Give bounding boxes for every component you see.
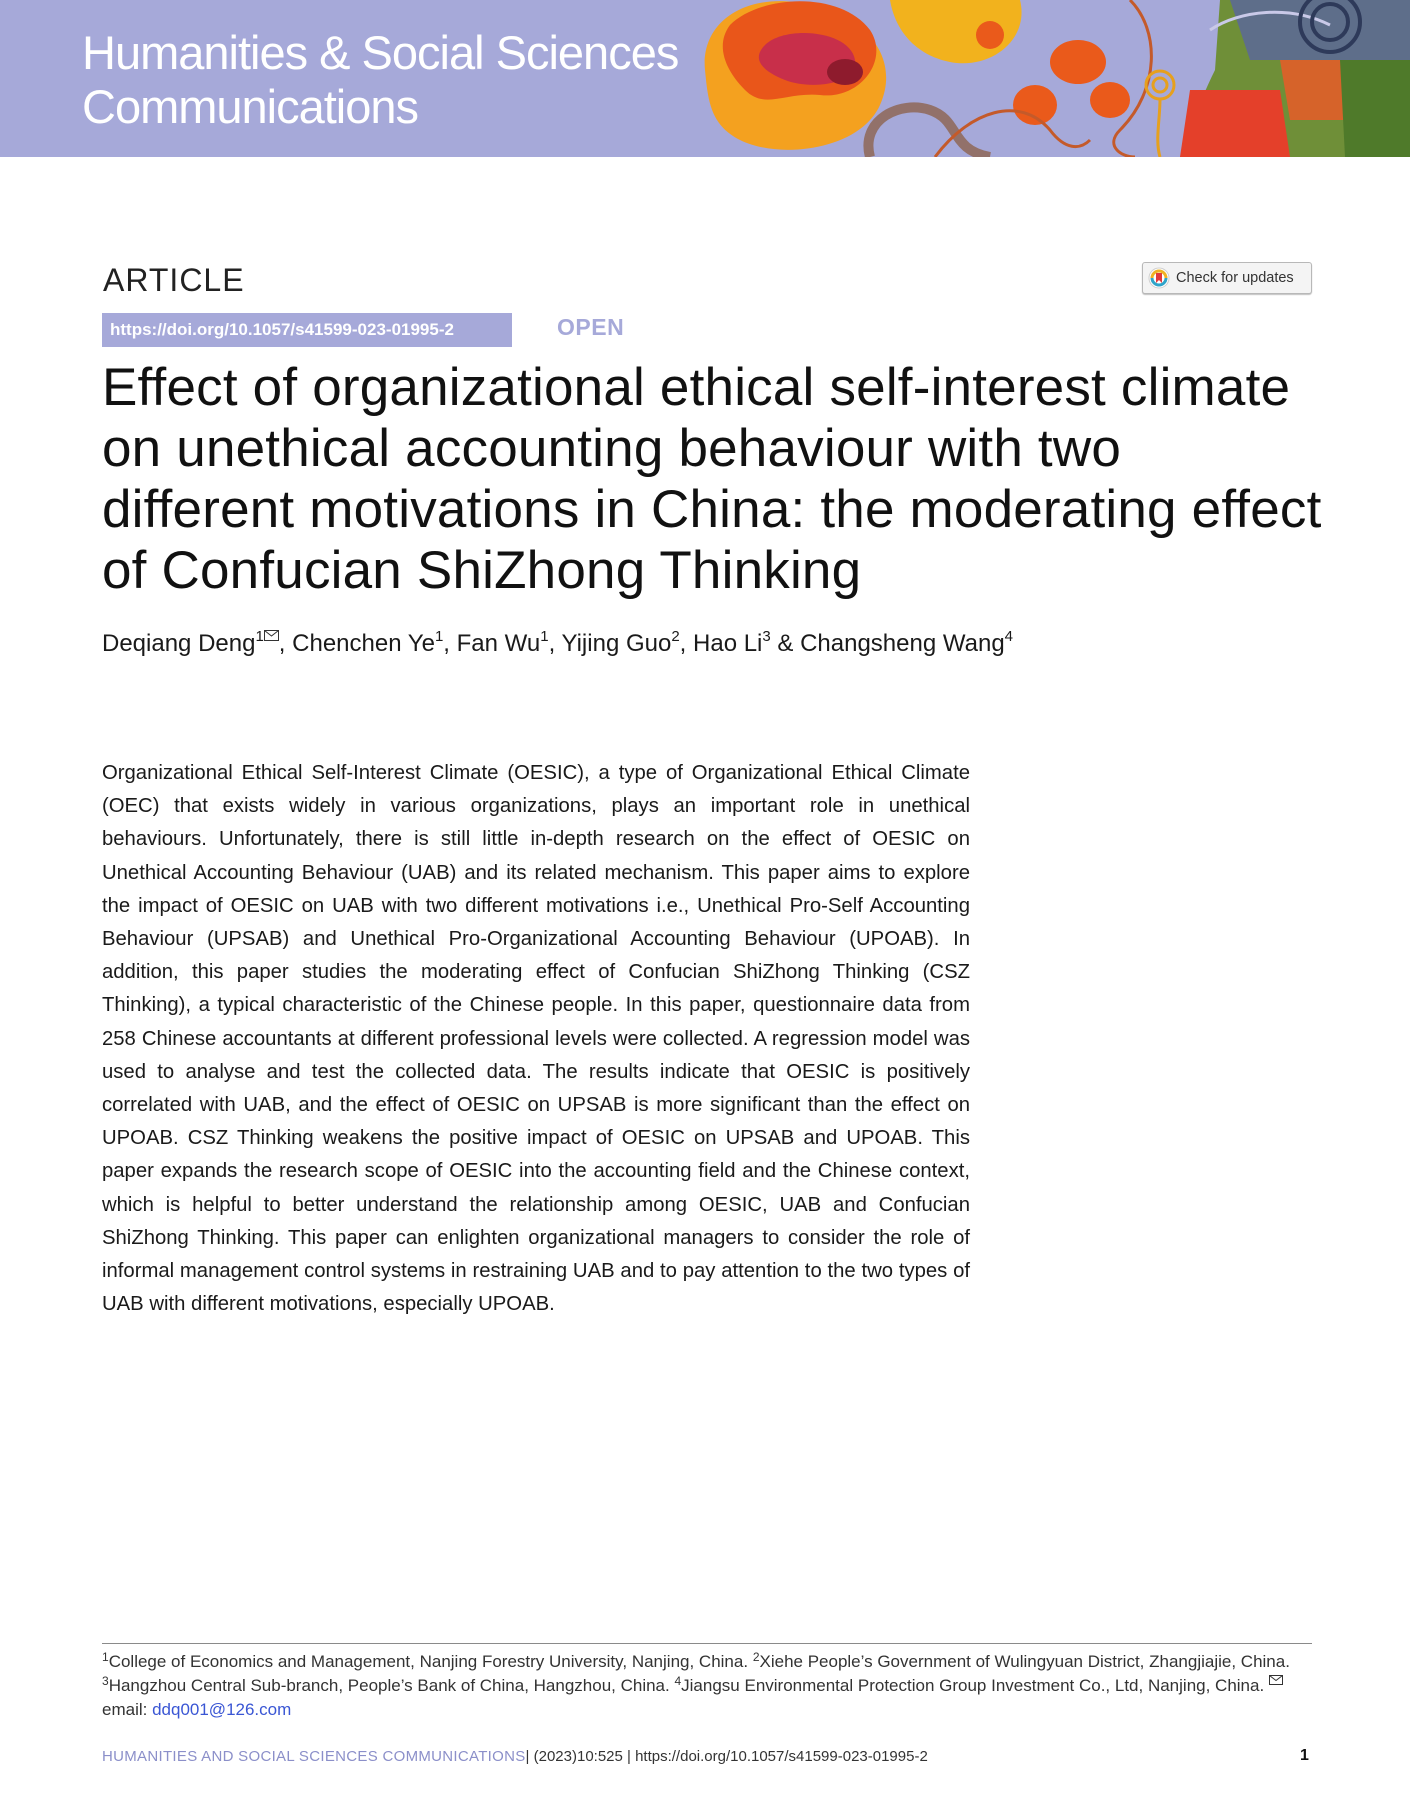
author-name[interactable]: Chenchen Ye <box>292 630 435 657</box>
abstract-text: Organizational Ethical Self-Interest Climate (OESIC), a type of Organizational Ethical Climate (OEC) that exists widely in various organizations, plays an important role in unethical behaviours. Unfortunately, there is still little in-depth research on the effect of OESIC on Unethical Accounting Behaviour (UAB) and its related mechanism. This paper aims to explore the impact of OESIC on UAB with two different motivations i.e., Unethical Pro-Self Accounting Behaviour (UPSAB) and Unethical Pro-Organizational Accounting Behaviour (UPOAB). In addition, this paper studies the moderating effect of Confucian ShiZhong Thinking (CSZ Thinking), a typical characteristic of the Chinese people. In this paper, questionnaire data from 258 Chinese accountants at different professional levels were collected. A regression model was used to analyse and test the collected data. The results indicate that OESIC is positively correlated with UAB, and the effect of OESIC on UPSAB is more significant than the effect on UPOAB. CSZ Thinking weakens the positive impact of OESIC on UPSAB and UPOAB. This paper expands the research scope of OESIC into the accounting field and the Chinese context, which is helpful to better understand the relationship among OESIC, UAB and Confucian ShiZhong Thinking. This paper can enlighten organizational managers to consider the role of informal management control systems in restraining UAB and to pay attention to the two types of UAB with different motivations, especially UPOAB. <box>102 762 970 1316</box>
envelope-icon[interactable] <box>264 630 279 641</box>
affiliation-text: Jiangsu Environmental Protection Group Investment Co., Ltd, Nanjing, China. <box>681 1676 1265 1695</box>
affiliations-divider <box>102 1643 1312 1644</box>
affiliation-number: 2 <box>752 1650 760 1664</box>
article-type-label: ARTICLE <box>103 262 245 298</box>
affiliation-text: Xiehe People’s Government of Wulingyuan District, Zhangjiajie, China. <box>759 1652 1290 1671</box>
journal-title-line1: Humanities & Social Sciences <box>82 26 679 79</box>
page-number: 1 <box>1300 1747 1309 1764</box>
affiliation-number: 1 <box>102 1650 109 1664</box>
author-name[interactable]: Fan Wu <box>456 630 541 657</box>
author-name[interactable]: Yijing Guo <box>561 630 672 657</box>
doi-link[interactable]: https://doi.org/10.1057/s41599-023-01995-2 <box>102 313 512 347</box>
affiliation-number: 4 <box>674 1674 682 1688</box>
article-title: Effect of organizational ethical self-interest climate on unethical accounting behaviour with two different motivations in China: the moderating effect of Confucian ShiZhong Thinking <box>102 358 1322 600</box>
affiliation-text: Hangzhou Central Sub-branch, People’s Bank of China, Hangzhou, China. <box>108 1676 670 1695</box>
footer-citation: | (2023)10:525 | https://doi.org/10.1057/s41599-023-01995-2 <box>525 1748 928 1765</box>
author-affiliation-ref: 4 <box>1004 628 1014 645</box>
author-separator: , <box>278 630 293 657</box>
author-affiliation-ref: 2 <box>671 628 680 645</box>
author-affiliation-ref: 1 <box>540 628 549 645</box>
author-affiliation-ref: 1 <box>434 628 444 645</box>
journal-title-line2: Communications <box>82 80 419 133</box>
author-separator: & <box>770 630 801 657</box>
affiliation-number: 3 <box>102 1674 109 1688</box>
author-list <box>102 630 1013 658</box>
journal-title <box>82 26 678 134</box>
affiliation-text: College of Economics and Management, Nanjing Forestry University, Nanjing, China. <box>108 1652 749 1671</box>
check-updates-icon <box>1148 267 1170 289</box>
journal-banner <box>0 0 1410 157</box>
open-access-label: OPEN <box>557 314 625 340</box>
footer-journal-name[interactable]: HUMANITIES AND SOCIAL SCIENCES COMMUNICATIONS <box>102 1748 526 1765</box>
author-affiliation-ref: 1 <box>255 628 278 645</box>
author-separator: , <box>679 630 694 657</box>
email-link[interactable]: ddq001@126.com <box>152 1700 292 1719</box>
affiliations <box>102 1650 1312 1722</box>
banner-artwork <box>690 0 1410 157</box>
page-footer <box>102 1748 1312 1765</box>
check-for-updates-label: Check for updates <box>1176 270 1294 286</box>
author-name[interactable]: Deqiang Deng <box>102 630 256 657</box>
author-separator: , <box>443 630 457 657</box>
author-name[interactable]: Changsheng Wang <box>800 630 1005 657</box>
author-affiliation-ref: 3 <box>762 628 771 645</box>
envelope-icon <box>1269 1674 1283 1688</box>
author-name[interactable]: Hao Li <box>693 630 763 657</box>
author-separator: , <box>548 630 562 657</box>
email-label: email: <box>102 1700 153 1719</box>
check-for-updates-button[interactable] <box>1142 262 1312 294</box>
